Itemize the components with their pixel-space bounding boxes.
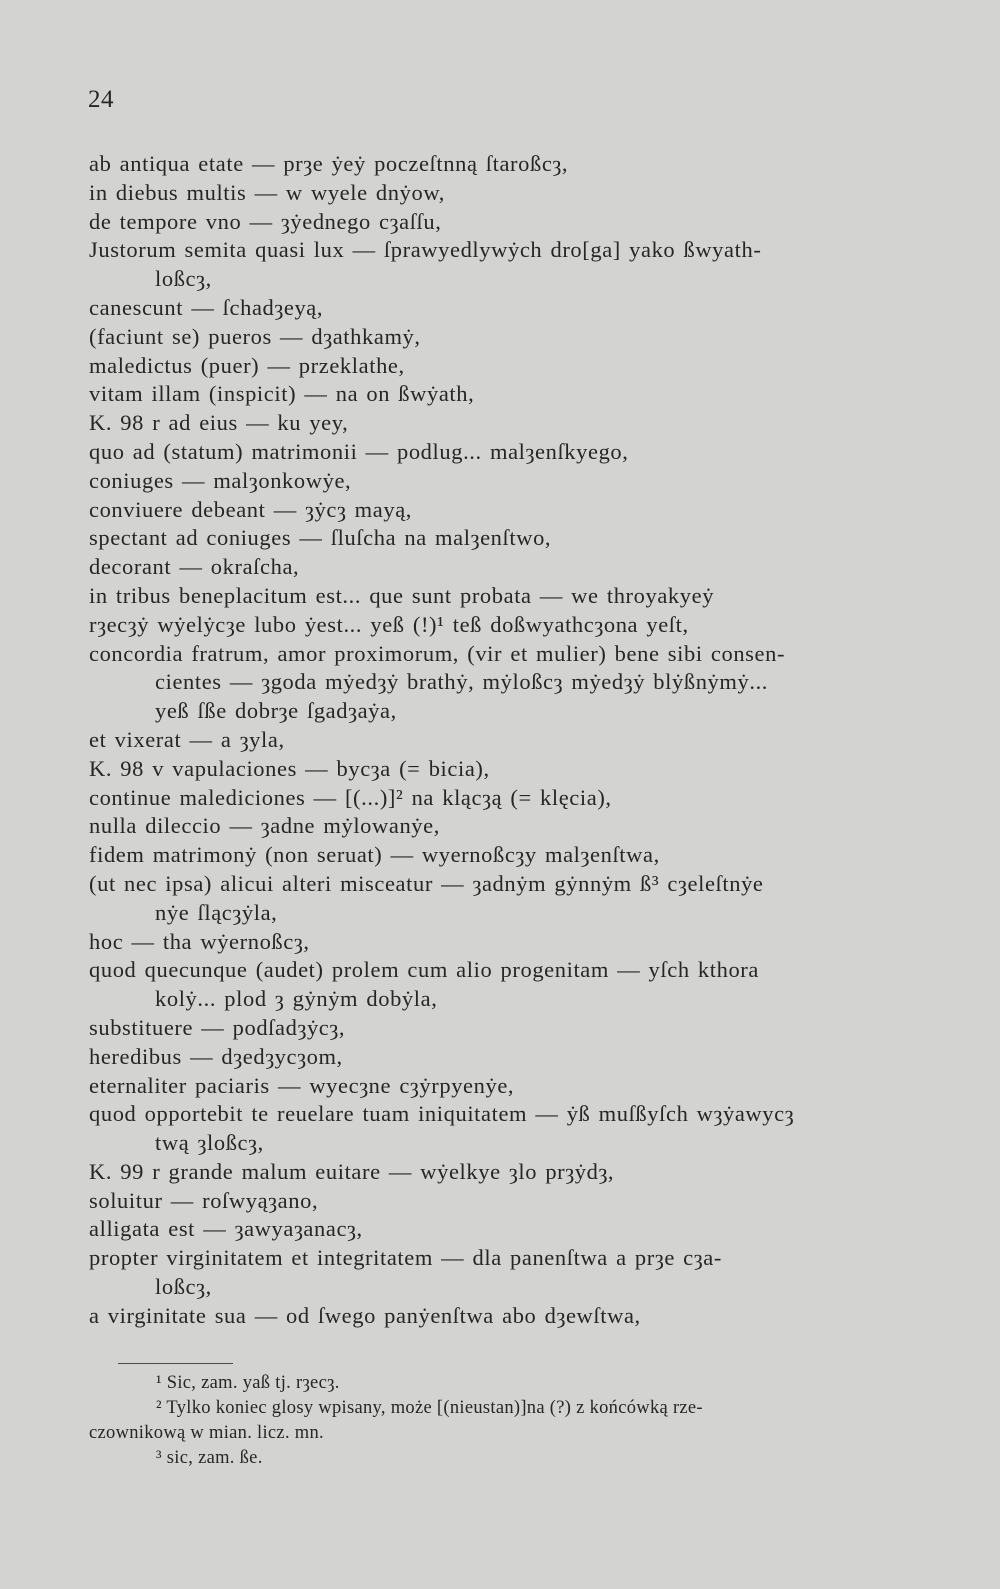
text-line: eternaliter paciaris — wyecȝne cȝẏrpyenẏe,: [89, 1072, 515, 1098]
text-line: loßcȝ,: [155, 266, 212, 292]
text-line: coniuges — malȝonkowẏe,: [89, 467, 352, 493]
text-line: fidem matrimonẏ (non seruat) — wyernoßcȝy malȝenſtwa,: [89, 842, 660, 868]
text-line: conviuere debeant — ȝẏcȝ mayą,: [89, 496, 413, 522]
text-line: K. 98 v vapulaciones — bycȝa (= bicia),: [89, 755, 490, 781]
text-line: canescunt — ſchadȝeyą,: [89, 294, 324, 320]
text-line: cientes — ȝgoda mẏedȝẏ brathẏ, mẏloßcȝ mẏedȝẏ blẏßnẏmẏ...: [155, 669, 769, 695]
text-line: quod opportebit te reuelare tuam iniquitatem — ẏß muſßyſch wȝẏawycȝ: [89, 1101, 795, 1127]
text-line: kolẏ... plod ȝ gẏnẏm dobẏla,: [155, 986, 438, 1012]
text-line: (ut nec ipsa) alicui alteri misceatur — ȝadnẏm gẏnnẏm ß³ cȝeleſtnẏe: [89, 870, 764, 896]
text-line: twą ȝloßcȝ,: [155, 1130, 264, 1156]
text-line: a virginitate sua — od ſwego panẏenſtwa abo dȝewſtwa,: [89, 1302, 641, 1328]
text-line: spectant ad coniuges — ſluſcha na malȝenſtwo,: [89, 525, 552, 551]
footnote-line: czownikową w mian. licz. mn.: [89, 1423, 324, 1443]
text-line: substituere — podſadȝẏcȝ,: [89, 1014, 346, 1040]
text-line: vitam illam (inspicit) — na on ßwẏath,: [89, 381, 475, 407]
text-line: K. 98 r ad eius — ku yey,: [89, 410, 349, 436]
footnote-separator: [118, 1363, 233, 1364]
text-line: nẏe ſlącȝẏla,: [155, 899, 278, 925]
text-line: hoc — tha wẏernoßcȝ,: [89, 928, 310, 954]
text-line: ab antiqua etate — prȝe ẏeẏ poczeſtnną ſtaroßcȝ,: [89, 151, 569, 176]
text-line: in diebus multis — w wyele dnẏow,: [89, 179, 445, 205]
text-line: de tempore vno — ȝẏednego cȝaſſu,: [89, 208, 442, 234]
text-line: continue malediciones — [(...)]² na klącȝą (= klęcia),: [89, 784, 612, 810]
text-line: concordia fratrum, amor proximorum, (vir et mulier) bene sibi consen-: [89, 640, 786, 666]
page-number: 24: [88, 86, 114, 113]
text-line: decorant — okraſcha,: [89, 554, 300, 580]
text-line: (faciunt se) pueros — dȝathkamẏ,: [89, 323, 421, 349]
text-line: nulla dileccio — ȝadne mẏlowanẏe,: [89, 813, 440, 839]
text-line: maledictus (puer) — przeklathe,: [89, 352, 405, 378]
text-line: in tribus beneplacitum est... que sunt probata — we throyakyeẏ: [89, 582, 715, 608]
text-line: heredibus — dȝedȝycȝom,: [89, 1043, 343, 1069]
text-line: soluitur — roſwyąȝano,: [89, 1187, 319, 1213]
text-line: loßcȝ,: [155, 1274, 212, 1300]
footnotes-block: [89, 1371, 909, 1471]
text-line: et vixerat — a ȝyla,: [89, 726, 285, 752]
text-line: quod quecunque (audet) prolem cum alio progenitam — yſch kthora: [89, 957, 759, 983]
text-line: propter virginitatem et integritatem — dla panenſtwa a prȝe cȝa-: [89, 1245, 722, 1271]
text-line: rȝecȝẏ wẏelẏcȝe lubo ẏest... yeß (!)¹ teß doßwyathcȝona yeſt,: [89, 611, 689, 637]
footnote-line: ² Tylko koniec glosy wpisany, może [(nieustan)]na (?) z końcówką rze-: [156, 1398, 703, 1418]
footnote-line: ³ sic, zam. ße.: [156, 1448, 263, 1468]
text-line: alligata est — ȝawyaȝanacȝ,: [89, 1216, 363, 1242]
footnote-line: ¹ Sic, zam. yaß tj. rȝecȝ.: [156, 1373, 340, 1393]
text-line: yeß ſße dobrȝe ſgadȝaẏa,: [155, 698, 397, 724]
text-line: K. 99 r grande malum euitare — wẏelkye ȝlo prȝẏdȝ,: [89, 1158, 615, 1184]
text-line: Justorum semita quasi lux — ſprawyedlywẏch dro[ga] yako ßwyath-: [89, 237, 762, 263]
glossary-text-block: [89, 150, 909, 1331]
text-line: quo ad (statum) matrimonii — podlug... malȝenſkyego,: [89, 438, 629, 464]
